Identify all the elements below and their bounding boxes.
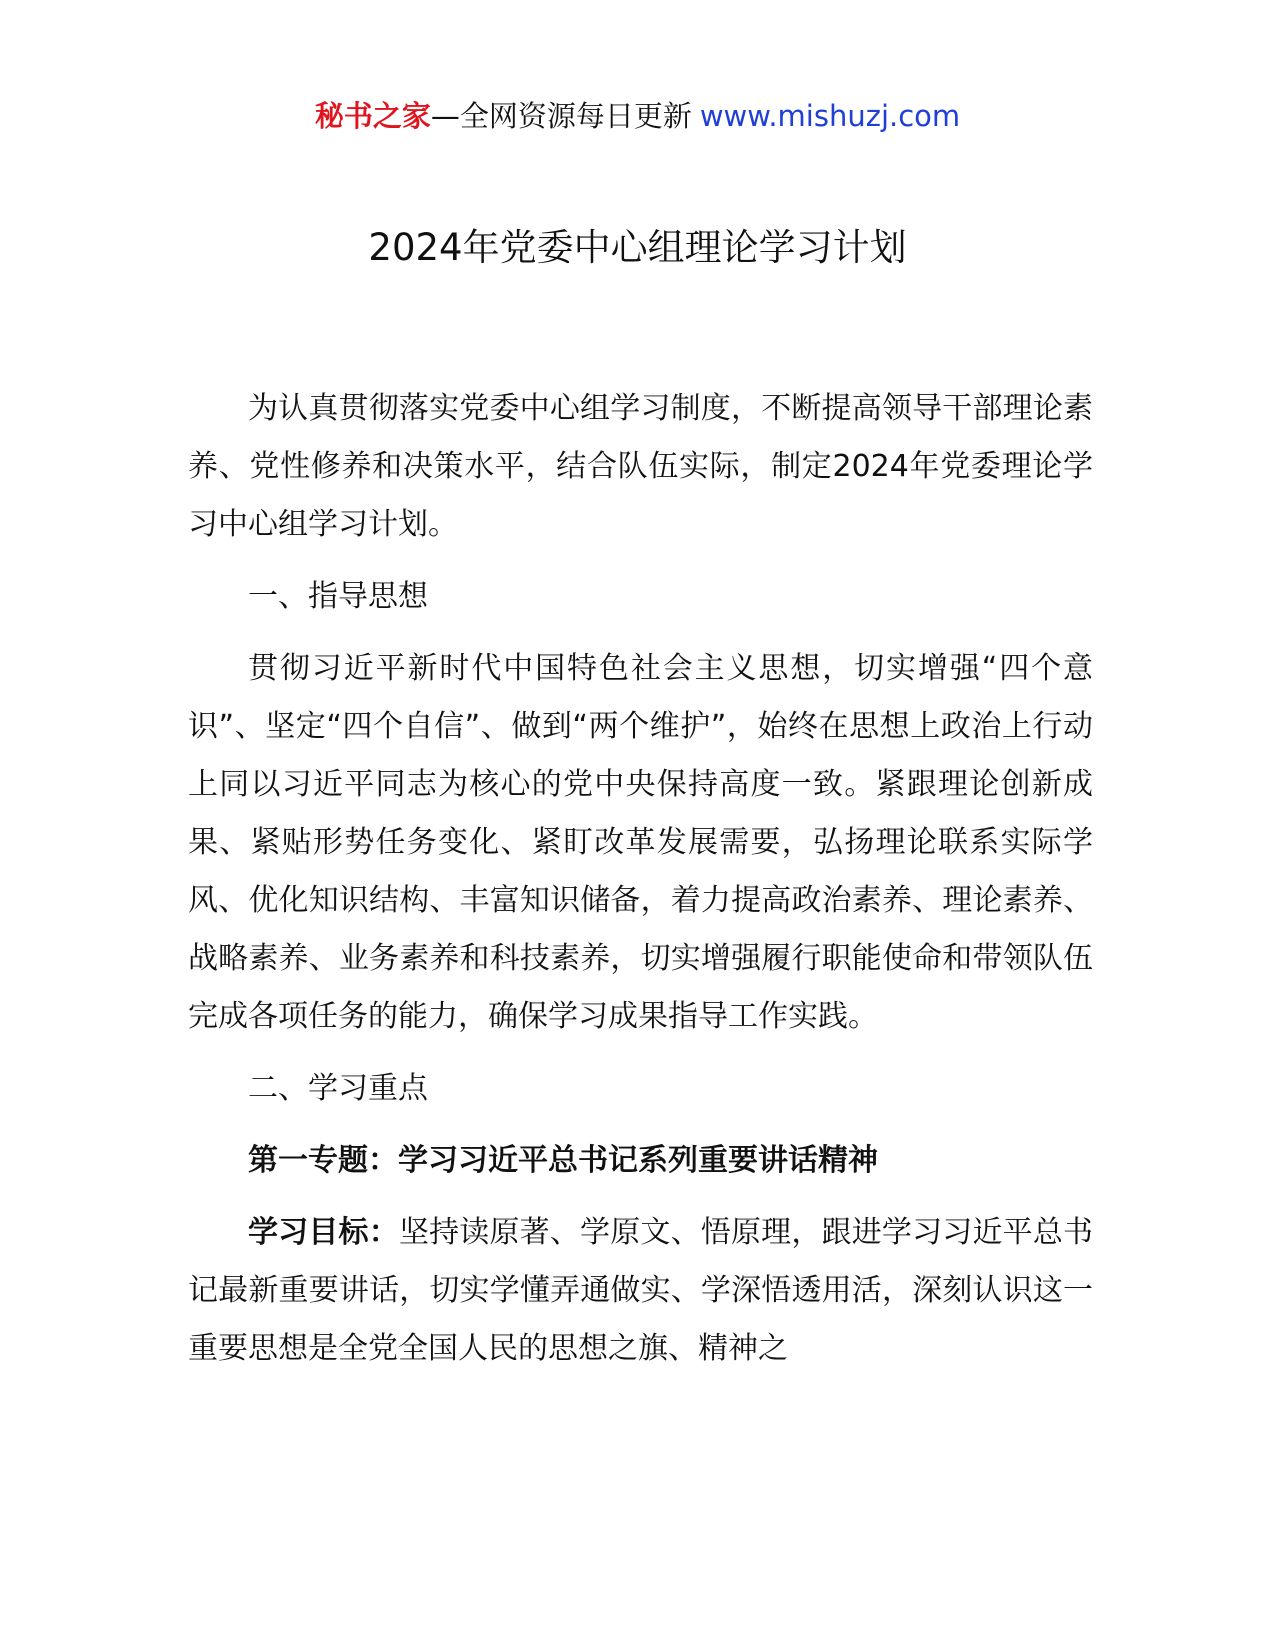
section2-heading: 二、学习重点 [248, 1071, 428, 1106]
header-tagline: 全网资源每日更新 [459, 99, 692, 133]
goal-paragraph [188, 1204, 1093, 1378]
topic1-heading: 第一专题：学习习近平总书记系列重要讲话精神 [248, 1143, 878, 1178]
site-header [0, 96, 1275, 136]
section1-paragraph: 贯彻习近平新时代中国特色社会主义思想，切实增强“四个意识”、坚定“四个自信”、做到“两个维护”，始终在思想上政治上行动上同以习近平同志为核心的党中央保持高度一致。紧跟理论创新成果、紧贴形势任务变化、紧盯改革发展需要，弘扬理论联系实际学风、优化知识结构、丰富知识储备，着力提高政治素养、理论素养、战略素养、业务素养和科技素养，切实增强履行职能使命和带领队伍完成各项任务的能力，确保学习成果指导工作实践。 [188, 651, 1093, 1034]
document-title: 2024年党委中心组理论学习计划 [368, 226, 907, 269]
intro-paragraph: 为认真贯彻落实党委中心组学习制度，不断提高领导干部理论素养、党性修养和决策水平，结合队伍实际，制定2024年党委理论学习中心组学习计划。 [188, 391, 1093, 542]
section1-heading: 一、指导思想 [248, 579, 428, 614]
site-url-link[interactable]: www.mishuzj.com [699, 99, 961, 133]
goal-text: 坚持读原著、学原文、悟原理，跟进学习习近平总书记最新重要讲话，切实学懂弄通做实、学深悟透用活，深刻认识这一重要思想是全党全国人民的思想之旗、精神之 [188, 1215, 1094, 1366]
goal-label: 学习目标： [248, 1215, 399, 1250]
document-body [188, 380, 1093, 1378]
header-dash: — [430, 99, 460, 133]
brand-name: 秘书之家 [314, 99, 431, 133]
